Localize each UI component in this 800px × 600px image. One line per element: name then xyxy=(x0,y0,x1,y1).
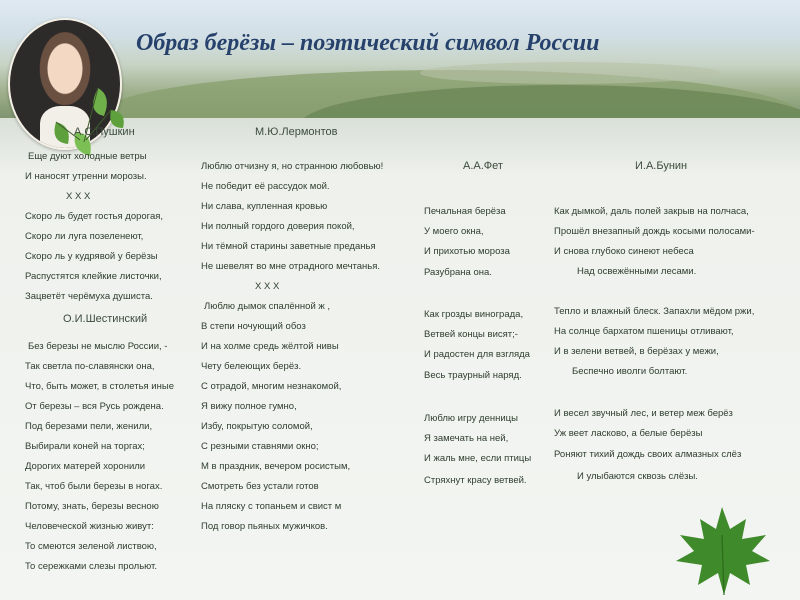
poem-line: Зацветёт черёмуха душиста. xyxy=(25,291,153,302)
author-shestinsky: О.И.Шестинский xyxy=(63,313,148,325)
poem-line: Беспечно иволги болтают. xyxy=(572,366,688,377)
poem-line: Прошёл внезапный дождь косыми полосами- xyxy=(554,226,755,237)
poem-line: Смотреть без устали готов xyxy=(201,481,319,492)
poem-line: Так, чтоб были березы в ногах. xyxy=(25,481,163,492)
poem-line: На пляску с топаньем и свист м xyxy=(201,501,342,512)
poem-line: Я замечать на ней, xyxy=(424,433,509,444)
author-fet: А.А.Фет xyxy=(463,160,503,172)
poem-line: На солнце бархатом пшеницы отливают, xyxy=(554,326,734,337)
poem-line: Весь траурный наряд. xyxy=(424,370,522,381)
poem-line: Как грозды винограда, xyxy=(424,309,524,320)
poem-line: И прихотью мороза xyxy=(424,246,510,257)
poem-line: От березы – вся Русь рождена. xyxy=(25,401,164,412)
page-title: Образ берёзы – поэтический символ России xyxy=(136,30,600,56)
poem-line: С отрадой, многим незнакомой, xyxy=(201,381,342,392)
poem-line: И жаль мне, если птицы xyxy=(424,453,532,464)
poem-line: Ни слава, купленная кровью xyxy=(201,201,328,212)
poem-line: Под говор пьяных мужичков. xyxy=(201,521,328,532)
poem-line: Как дымкой, даль полей закрыв на полчаса, xyxy=(554,206,749,217)
poem-line: Тепло и влажный блеск. Запахли мёдом ржи, xyxy=(554,306,755,317)
author-pushkin: А.С.Пушкин xyxy=(74,126,135,138)
author-lermontov: М.Ю.Лермонтов xyxy=(255,126,338,138)
poem-line: С резными ставнями окно; xyxy=(201,441,319,452)
poem-line: И весел звучный лес, и ветер меж берёз xyxy=(554,408,733,419)
poem-line: И улыбаются сквозь слёзы. xyxy=(577,471,698,482)
poem-line: И радостен для взгляда xyxy=(424,349,530,360)
poem-line: Роняют тихий дождь своих алмазных слёз xyxy=(554,449,742,460)
poem-line: Дорогих матерей хоронили xyxy=(25,461,146,472)
poem-line: Люблю отчизну я, но странною любовью! xyxy=(201,161,384,172)
poem-line: Выбирали коней на торгах; xyxy=(25,441,145,452)
poem-line: Потому, знать, березы весною xyxy=(25,501,159,512)
poem-line: Разубрана она. xyxy=(424,267,492,278)
poem-line: Не шевелят во мне отрадного мечтанья. xyxy=(201,261,381,272)
author-bunin: И.А.Бунин xyxy=(635,160,688,172)
poem-line: В степи ночующий обоз xyxy=(201,321,306,332)
poem-line: Избу, покрытую соломой, xyxy=(201,421,313,432)
poem-line: М в праздник, вечером росистым, xyxy=(201,461,351,472)
poem-line: Распустятся клейкие листочки, xyxy=(25,271,162,282)
poem-line: Ветвей концы висят;- xyxy=(424,329,518,340)
poem-line: И наносят утренни морозы. xyxy=(25,171,147,182)
poem-line: Люблю дымок спалённой ж , xyxy=(204,301,331,312)
poem-line: Не победит её рассудок мой. xyxy=(201,181,330,192)
maple-leaf-icon xyxy=(672,505,772,597)
poem-line: Скоро ли луга позеленеют, xyxy=(25,231,144,242)
poem-line: Над освежёнными лесами. xyxy=(577,266,697,277)
poem-line: Что, быть может, в столетья иные xyxy=(25,381,174,392)
poem-line: Скоро ль будет гостья дорогая, xyxy=(25,211,164,222)
poem-line: Так светла по-славянски она, xyxy=(25,361,155,372)
birch-leaves-icon xyxy=(36,82,136,162)
poem-line: Я вижу полное гумно, xyxy=(201,401,297,412)
poem-line: И на холме средь жёлтой нивы xyxy=(201,341,339,352)
poem-line: Человеческой жизнью живут: xyxy=(25,521,154,532)
poem-line: Без березы не мыслю России, - xyxy=(28,341,168,352)
poem-line: Ни тёмной старины заветные преданья xyxy=(201,241,376,252)
poem-line: У моего окна, xyxy=(424,226,484,237)
poem-line: Скоро ль у кудрявой у берёзы xyxy=(25,251,158,262)
poem-line: То сережками слезы прольют. xyxy=(25,561,157,572)
poem-line: Печальная берёза xyxy=(424,206,506,217)
poem-line: И в зелени ветвей, в берёзах у межи, xyxy=(554,346,719,357)
poem-line: Стряхнут красу ветвей. xyxy=(424,475,527,486)
poem-line: Чету белеющих берёз. xyxy=(201,361,302,372)
poem-line: Под березами пели, женили, xyxy=(25,421,153,432)
poem-line: Люблю игру денницы xyxy=(424,413,518,424)
poem-line: Уж веет ласково, а белые берёзы xyxy=(554,428,703,439)
poem-line: То смеются зеленой листвою, xyxy=(25,541,157,552)
poem-line: Х Х Х xyxy=(66,191,91,202)
poem-line: Ни полный гордого доверия покой, xyxy=(201,221,355,232)
poem-line: Еще дуют холодные ветры xyxy=(28,151,147,162)
hill-shape xyxy=(420,62,720,84)
poem-line: И снова глубоко синеют небеса xyxy=(554,246,694,257)
poem-line: Х Х Х xyxy=(255,281,280,292)
